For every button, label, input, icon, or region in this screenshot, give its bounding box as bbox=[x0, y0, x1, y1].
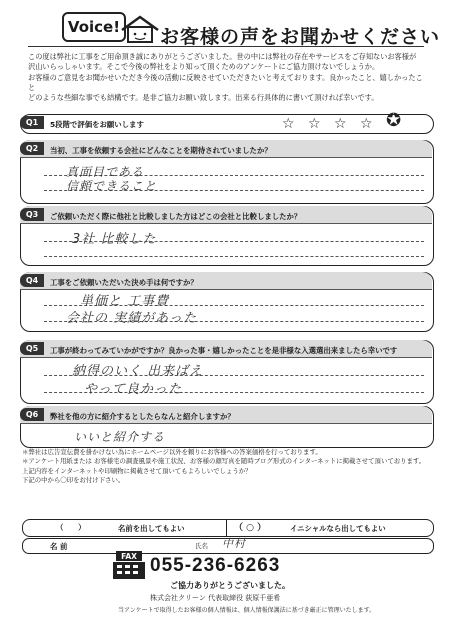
q5-answer-line: やって良かった bbox=[84, 382, 183, 397]
intro-line: お客様のご意見をお聞かせいただき今後の活動に反映させていただきたいと考えております。良かったこと、嬉しかったこと bbox=[28, 72, 423, 92]
note-line: 上記内容をインターネットや印刷物に掲載させて頂いてもよろしいでしょうか？ bbox=[22, 466, 252, 475]
privacy-note: 当アンケートで取得したお客様の個人情報は、個人情報保護法に基づき厳正に管理いたします。 bbox=[118, 607, 376, 614]
fax-icon bbox=[112, 550, 146, 580]
q2-answer-line: 真面目である bbox=[66, 165, 145, 179]
note-line: ＊アンケート用紙または お客様宅の調査風景や施工状況、お客様の顔写真を随時ブログ形式のインターネットに掲載させて頂いております。 bbox=[22, 457, 426, 466]
star-icon[interactable]: ☆ bbox=[334, 116, 347, 132]
q3-question: ご依頼いただく際に他社と比較しました方はどこの会社と比較しましたか？ bbox=[50, 212, 302, 221]
star-icon[interactable]: ☆ bbox=[308, 116, 321, 132]
thanks-text: ご協力ありがとうございました。 bbox=[170, 581, 290, 590]
consent-mark-right: （ ○ ） bbox=[234, 523, 267, 533]
q4-question: 工事をご依頼いただいた決め手は何ですか？ bbox=[50, 278, 198, 287]
q4-answer-line: 会社の 実績があった bbox=[66, 311, 198, 326]
consent-initial-label: イニシャルなら出してもよい bbox=[290, 524, 386, 533]
q3-tag: Q3 bbox=[20, 208, 44, 221]
q5-answer-line: 納得のいく 出来ばえ bbox=[72, 364, 204, 379]
intro-line: どのような些細な事でも結構です。是非ご協力お願い致します。出来る行具体的に書いて頂ければ幸いです。 bbox=[28, 93, 379, 103]
q1-tag: Q1 bbox=[20, 116, 44, 129]
q3-answer-line: 3社 比較した bbox=[72, 232, 157, 247]
q6-question: 弊社を他の方に紹介するとしたらなんと紹介しますか？ bbox=[50, 412, 235, 421]
star-icon[interactable]: ☆ bbox=[360, 116, 373, 132]
consent-name-label: 名前を出してもよい bbox=[118, 524, 185, 533]
intro-text bbox=[28, 52, 428, 103]
intro-line: この度は弊社に工事をご用命頂き誠にありがとうございました。世の中には弊社の存在やサービスをご存知ないお客様が bbox=[28, 52, 417, 61]
q6-tag: Q6 bbox=[20, 408, 44, 421]
note-line: ＊弊社は広告宣伝費を掛かけない為にホームページ以外を頼りにお客様への答案価格を行っております。 bbox=[22, 448, 322, 456]
q6-answer-line: いいと紹介する bbox=[74, 430, 166, 444]
name-label: 名 前 bbox=[50, 542, 68, 551]
q4-tag: Q4 bbox=[20, 274, 44, 287]
q4-answer-line: 単価と 工事費 bbox=[80, 294, 170, 309]
header-divider bbox=[28, 46, 424, 47]
q5-tag: Q5 bbox=[20, 342, 44, 355]
page-title: お客様の声をお聞かせください bbox=[160, 26, 441, 48]
name-sublabel: 氏名 bbox=[195, 542, 208, 550]
q2-tag: Q2 bbox=[20, 142, 44, 155]
q2-answer-line: 信頼できること bbox=[66, 179, 158, 193]
voice-badge: Voice! bbox=[62, 12, 126, 42]
fax-label: FAX bbox=[121, 552, 137, 561]
q1-question: 5段階で評価をお願いします bbox=[50, 120, 144, 129]
note-line: 下記の中から〇印をお付け下さい。 bbox=[22, 475, 125, 484]
intro-line: 沢山いらっしゃいます。そこで今後の弊社をより知って頂くためのアンケートにご協力頂けないでしょうか。 bbox=[28, 62, 380, 72]
star-circled-icon[interactable]: ✪ bbox=[386, 110, 402, 131]
star-icon[interactable]: ☆ bbox=[282, 116, 295, 132]
consent-mark-left: （ ） bbox=[56, 523, 86, 532]
name-value: 中村 bbox=[222, 537, 246, 550]
q2-question: 当初、工事を依頼する会社にどんなことを期待されていましたか？ bbox=[50, 146, 272, 155]
answer-line bbox=[44, 256, 424, 257]
publication-notes bbox=[22, 448, 434, 485]
q5-question: 工事が終わってみていかがですか？良かった事・嬉しかったことを是非様な入選選出来ましたら幸いです bbox=[50, 346, 398, 355]
company-name: 株式会社クリーン 代表取締役 荻原千亜希 bbox=[150, 594, 281, 602]
phone-number: 055-236-6263 bbox=[150, 555, 281, 576]
house-icon bbox=[120, 14, 160, 44]
